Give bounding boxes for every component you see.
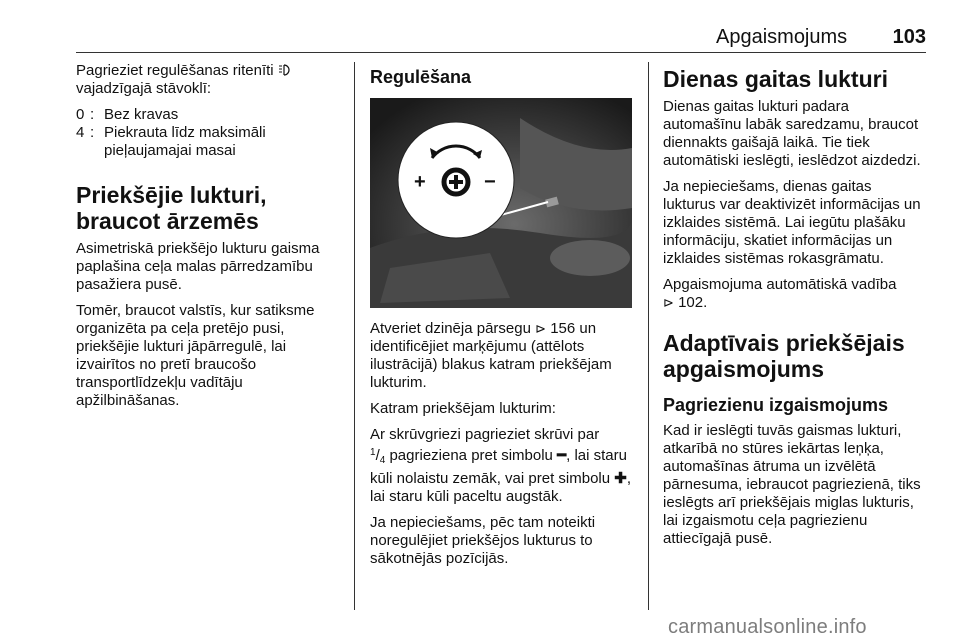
section-heading: Priekšējie lukturi, braucot ārzemēs: [76, 182, 267, 234]
paragraph: Ja nepieciešams, pēc tam noteikti noregulējiet priekšējos lukturus to sākotnējās pozīcijās.: [370, 514, 596, 567]
section-heading: Dienas gaitas lukturi: [663, 66, 888, 92]
watermark: carmanualsonline.info: [668, 616, 867, 638]
figure-plus-label: +: [414, 171, 426, 193]
minus-symbol-icon: ━: [557, 447, 567, 464]
page-ref-link[interactable]: 156: [550, 320, 576, 337]
fraction-denominator: 4: [379, 455, 386, 466]
section-heading: Regulēšana: [370, 67, 472, 87]
page-header: [716, 26, 926, 54]
paragraph: Ar skrūvgriezi pagrieziet skrūvi par $^1/_4$ pagrieziena pret simbolu ━, lai staru kūli nolaistu zemāk, vai pret simbolu ✚, lai staru kūli paceltu augstāk.: [370, 426, 632, 505]
headlamp-adjustment-figure: [370, 98, 632, 308]
fraction-numerator: 1: [370, 447, 376, 458]
paragraph: Atveriet dzinēja pārsegu ⊳ 156 un identificējiet marķējumu (attēlots ilustrācijā) blakus katram priekšējam lukturim.: [370, 320, 612, 391]
paragraph: Kad ir ieslēgti tuvās gaismas lukturi, atkarībā no stūres iekārtas leņķa, automašīnas ātruma un izvēlētā pārnesuma, iebraucot pagriezienā, tiks ieslēgts arī priekšējais miglas lukturis, lai izgaismotu ceļa pagriezienu attiecīgajā pusē.: [663, 422, 921, 547]
figure-minus-label: −: [484, 171, 496, 193]
paragraph: Katram priekšējam lukturim:: [370, 400, 556, 417]
paragraph: Tomēr, braucot valstīs, kur satiksme organizēta pa ceļa pretējo pusi, priekšējie lukturi jāpārregulē, lai izvairītos no pretī braucošo transportlīdzekļu vadītāju apžilbināšanas.: [76, 302, 315, 409]
section-heading: Adaptīvais priekšējais apgaismojums: [663, 330, 905, 382]
list-sep: :: [90, 106, 95, 123]
list-value: Bez kravas: [104, 106, 179, 123]
page-ref-icon: ⊳: [663, 295, 674, 310]
light-range-icon: [278, 62, 292, 79]
column-1: [76, 62, 342, 418]
column-divider-1: [354, 62, 355, 610]
column-divider-2: [648, 62, 649, 610]
list-item: [76, 124, 342, 160]
page-ref-link[interactable]: 102.: [678, 294, 708, 311]
column-2: [370, 62, 632, 576]
list-key: 0: [76, 106, 85, 123]
page-number: 103: [892, 26, 926, 48]
section-title: Apgaismojums: [716, 26, 848, 48]
header-rule: [76, 52, 926, 53]
list-sep: :: [90, 124, 95, 141]
paragraph: Apgaismojuma automātiskā vadība ⊳ 102.: [663, 276, 897, 311]
paragraph: Asimetriskā priekšējo lukturu gaisma paplašina ceļa malas pārredzamību pasažiera pusē.: [76, 240, 320, 293]
subsection-heading: Pagriezienu izgaismojums: [663, 395, 889, 415]
plus-symbol-icon: ✚: [614, 470, 627, 487]
list-key: 4: [76, 124, 85, 141]
paragraph: Dienas gaitas lukturi padara automašīnu labāk saredzamu, braucot diennakts gaišajā laikā. Tie tiek automātiski ieslēgti, ieslēdzot aizdedzi.: [663, 98, 921, 169]
page-ref-icon: ⊳: [535, 321, 547, 336]
intro-paragraph: [76, 62, 342, 98]
intro-text: Pagrieziet regulēšanas ritenīti: [76, 62, 274, 79]
list-item: [76, 106, 342, 124]
intro-text-2: vajadzīgajā stāvoklī:: [76, 80, 212, 97]
paragraph: Ja nepieciešams, dienas gaitas lukturus var deaktivizēt informācijas un izklaides sistēmā. Lai iegūtu plašāku informāciju, skatiet informācijas un izklaides sistēmas rokasgrāmatu.: [663, 178, 921, 267]
column-3: [663, 62, 925, 556]
list-value: Piekrauta līdz maksimāli pieļaujamajai masai: [104, 124, 266, 159]
